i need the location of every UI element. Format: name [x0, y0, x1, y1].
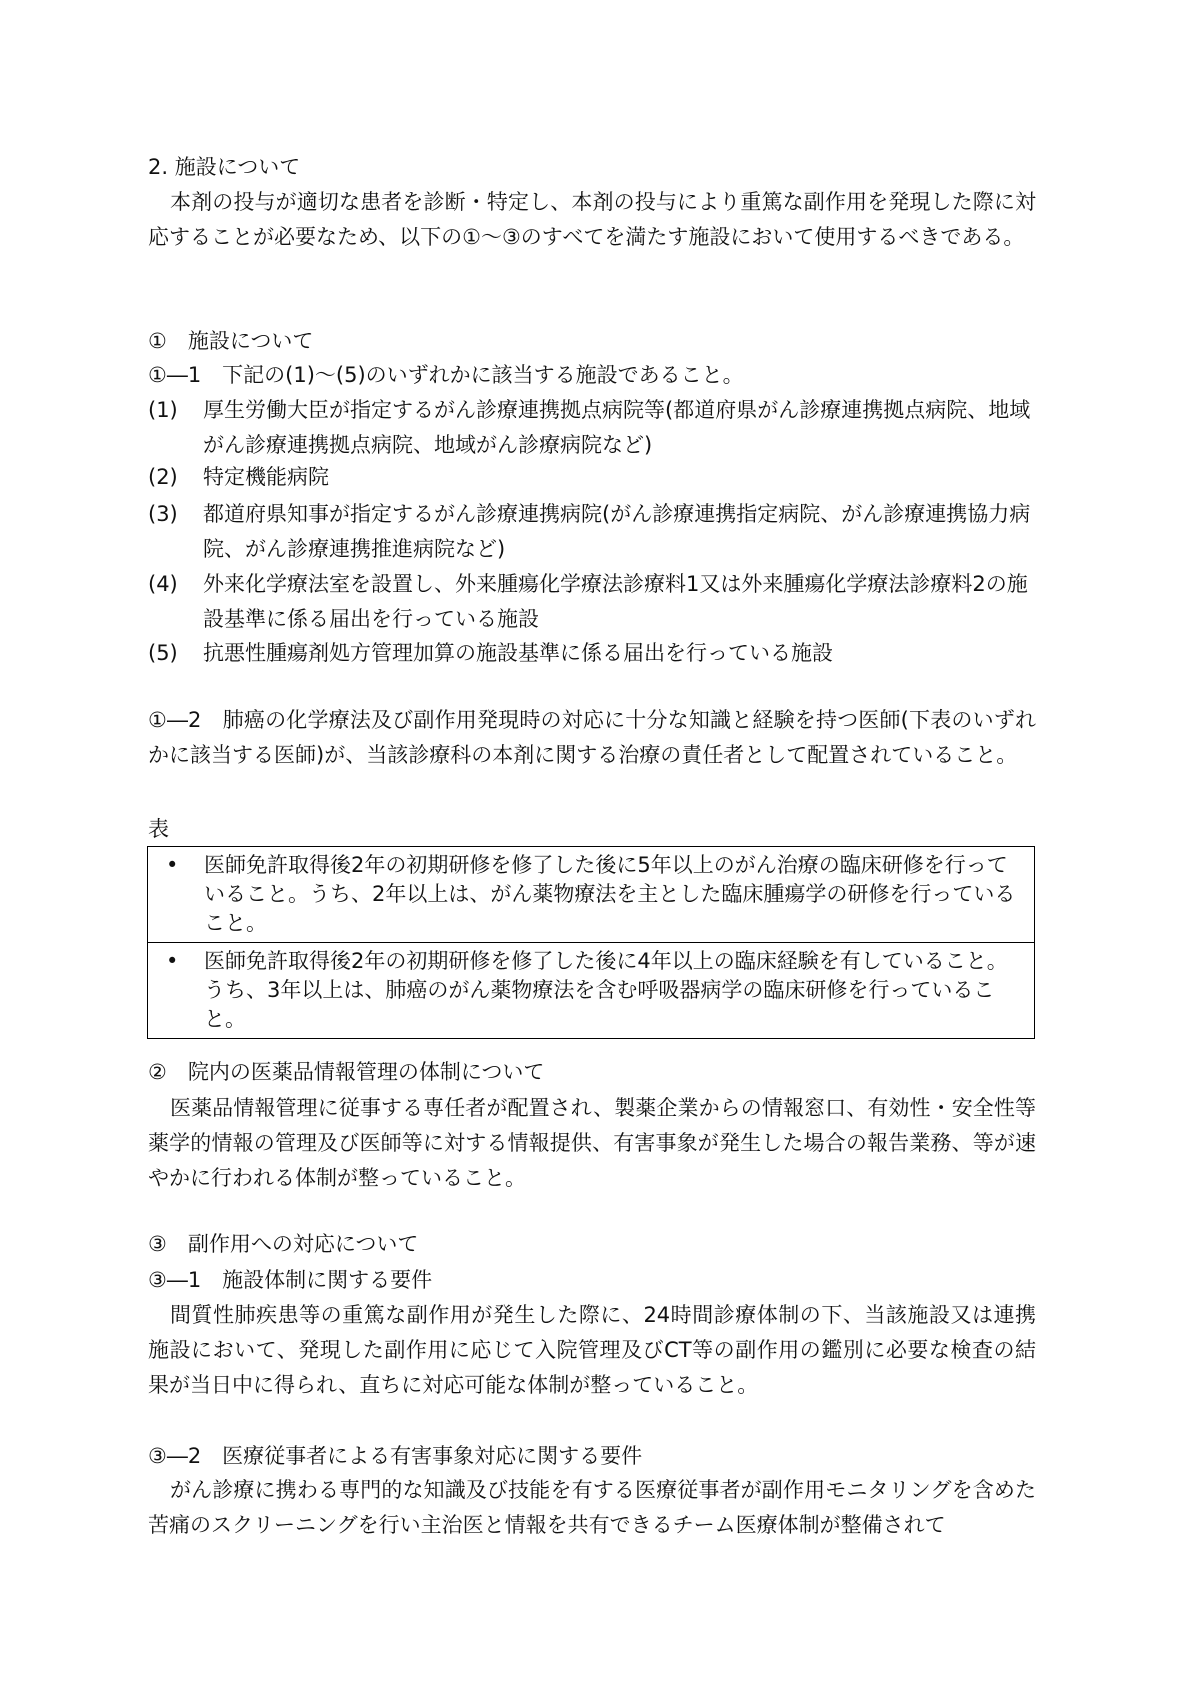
bullet-icon: • [166, 949, 179, 973]
bullet-icon: • [166, 853, 179, 877]
list-item [148, 393, 1036, 463]
item2-text: 医薬品情報管理に従事する専任者が配置され、製薬企業からの情報窓口、有効性・安全性等薬学的情報の管理及び医師等に対する情報提供、有害事象が発生した場合の報告業務、等が速やかに行われる体制が整っていること。 [148, 1096, 1036, 1190]
item3-1-text: 間質性肺疾患等の重篤な副作用が発生した際に、24時間診療体制の下、当該施設又は連携施設において、発現した副作用に応じて入院管理及びCT等の副作用の鑑別に必要な検査の結果が当日中に得られ、直ちに対応可能な体制が整っていること。 [148, 1303, 1036, 1397]
table-cell: 医師免許取得後2年の初期研修を修了した後に4年以上の臨床経験を有していること。うち、3年以上は、肺癌のがん薬物療法を含む呼吸器病学の臨床研修を行っていること。 [204, 949, 1008, 1031]
item3-2-heading: ③―2 医療従事者による有害事象対応に関する要件 [148, 1444, 643, 1468]
list-text: 外来化学療法室を設置し、外来腫瘍化学療法診療料1又は外来腫瘍化学療法診療料2の施設基準に係る届出を行っている施設 [203, 572, 1028, 631]
item1-heading: ① 施設について [148, 329, 314, 353]
list-text: 抗悪性腫瘍剤処方管理加算の施設基準に係る届出を行っている施設 [203, 641, 833, 665]
list-number: (1) [148, 398, 178, 422]
list-item [148, 636, 1036, 671]
list-text: 厚生労働大臣が指定するがん診療連携拠点病院等(都道府県がん診療連携拠点病院、地域がん診療連携拠点病院、地域がん診療病院など) [203, 398, 1031, 457]
list-number: (2) [148, 465, 178, 489]
section-intro: 本剤の投与が適切な患者を診断・特定し、本剤の投与により重篤な副作用を発現した際に対応することが必要なため、以下の①～③のすべてを満たす施設において使用するべきである。 [148, 190, 1036, 249]
item2-heading: ② 院内の医薬品情報管理の体制について [148, 1060, 545, 1084]
list-number: (3) [148, 502, 178, 526]
list-item [148, 497, 1036, 567]
item1-1-heading: ①―1 下記の(1)～(5)のいずれかに該当する施設であること。 [148, 363, 744, 387]
list-text: 都道府県知事が指定するがん診療連携病院(がん診療連携指定病院、がん診療連携協力病院、がん診療連携推進病院など) [203, 502, 1031, 561]
table-label: 表 [148, 817, 169, 841]
item3-1-heading: ③―1 施設体制に関する要件 [148, 1268, 433, 1292]
item3-heading: ③ 副作用への対応について [148, 1232, 419, 1256]
item1-2-text: ①―2 肺癌の化学療法及び副作用発現時の対応に十分な知識と経験を持つ医師(下表のいずれかに該当する医師)が、当該診療科の本剤に関する治療の責任者として配置されていること。 [148, 708, 1036, 767]
list-number: (4) [148, 572, 178, 596]
table-row [148, 942, 1034, 1038]
list-text: 特定機能病院 [203, 465, 329, 489]
section-heading: 2. 施設について [148, 155, 301, 179]
requirements-table [147, 846, 1035, 1039]
list-number: (5) [148, 641, 178, 665]
list-item [148, 460, 1036, 495]
list-item [148, 567, 1036, 637]
table-cell: 医師免許取得後2年の初期研修を修了した後に5年以上のがん治療の臨床研修を行っていること。うち、2年以上は、がん薬物療法を主とした臨床腫瘍学の研修を行っていること。 [204, 853, 1016, 935]
table-row [148, 847, 1034, 942]
item3-2-text: がん診療に携わる専門的な知識及び技能を有する医療従事者が副作用モニタリングを含めた苦痛のスクリーニングを行い主治医と情報を共有できるチーム医療体制が整備されて [148, 1478, 1036, 1537]
